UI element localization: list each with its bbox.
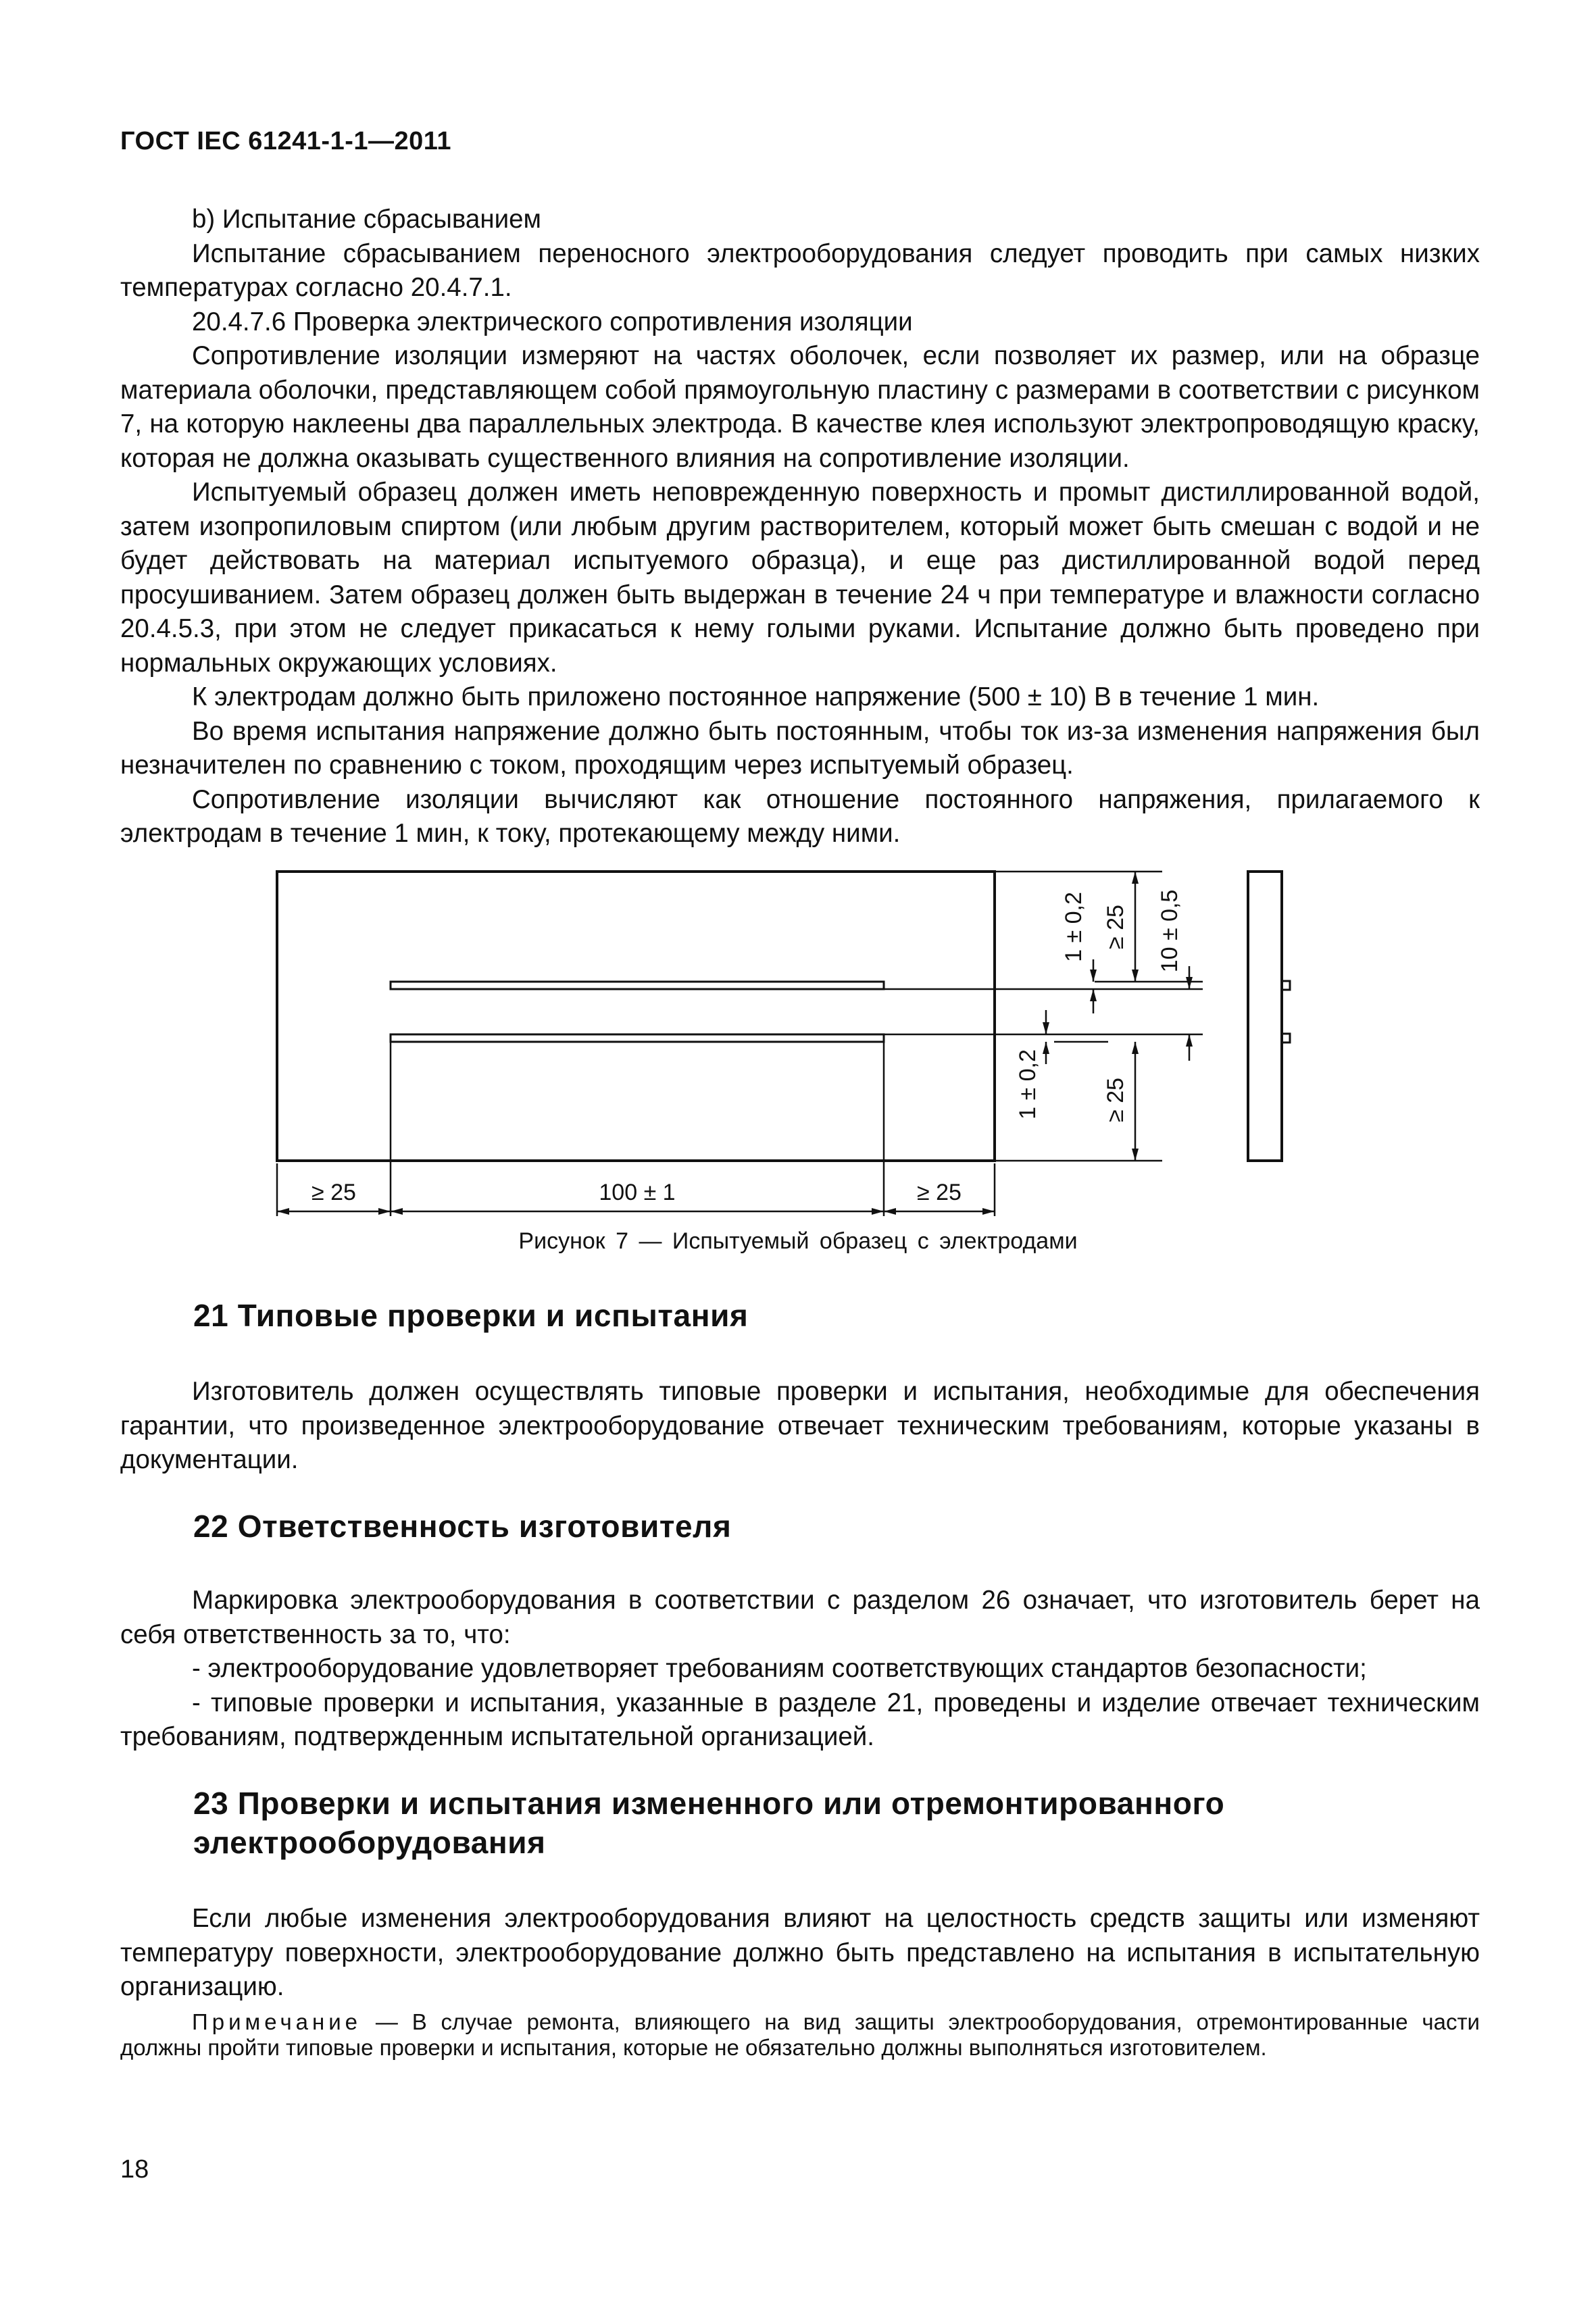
section-21-paragraph: Изготовитель должен осуществлять типовые проверки и испытания, необходимые для обеспечения гарантии, что произведенное электрооборудование отвечает техническим требованиям, которые указаны в документации.: [120, 1377, 1480, 1474]
dim-label-electrode-top: 1 ± 0,2: [1061, 892, 1087, 962]
dim-label-gap: 10 ± 0,5: [1157, 889, 1182, 973]
page-number: 18: [120, 2155, 149, 2184]
dim-label-right: ≥ 25: [917, 1180, 962, 1205]
dim-label-electrode-bottom: 1 ± 0,2: [1015, 1049, 1041, 1120]
section-22-body: [120, 1584, 1480, 1755]
paragraph-clause-title: 20.4.7.6 Проверка электрического сопротивления изоляции: [192, 307, 913, 336]
section-22-title: 22 Ответственность изготовителя: [193, 1509, 732, 1544]
dim-label-left: ≥ 25: [311, 1180, 356, 1205]
dim-label-top-margin: ≥ 25: [1103, 905, 1128, 949]
section-23-title-line-1: 23 Проверки и испытания измененного или отремонтированного: [193, 1786, 1225, 1821]
sample-plate: [277, 872, 995, 1161]
paragraph-voltage: К электродам должно быть приложено постоянное напряжение (500 ± 10) В в течение 1 мин.: [192, 682, 1320, 711]
section-23-paragraph: Если любые изменения электрооборудования влияют на целостность средств защиты или изменяют температуру поверхности, электрооборудование должно быть представлено на испытания в испытательную организацию.: [120, 1904, 1480, 2001]
paragraph-sample: Испытуемый образец должен иметь неповрежденную поверхность и промыт дистиллированной водой, затем изопропиловым спиртом (или любым другим растворителем, который может быть смешан с водой и не будет действовать на материал испытуемого образца), и еще раз дистиллированной водой перед просушиванием. Затем образец должен быть выдержан в течение 24 ч при температуре и влажности согласно 20.4.5.3, при этом не следует прикасаться к нему голыми руками. Испытание должно быть проведено при нормальных окружающих условиях.: [120, 478, 1480, 678]
paragraph-calculation: Сопротивление изоляции вычисляют как отношение постоянного напряжения, прилагаемого к электродам в течение 1 мин, к току, протекающему между ними.: [120, 784, 1480, 848]
section-23-note: [120, 2009, 1480, 2061]
note-text: — В случае ремонта, влияющего на вид защиты электрооборудования, отремонтированные части должны пройти типовые проверки и испытания, которые не обязательно должны выполняться изготовителем.: [120, 2009, 1480, 2060]
dim-label-middle: 100 ± 1: [599, 1180, 676, 1205]
note-label: Примечание: [192, 2009, 362, 2034]
section-23-title: [193, 1784, 1477, 1862]
section-23-body: [120, 1902, 1480, 2005]
section-21-title: 21 Типовые проверки и испытания: [193, 1298, 749, 1333]
sample-side-view: [1248, 872, 1282, 1161]
paragraph-constant-voltage: Во время испытания напряжение должно быть постоянным, чтобы ток из-за изменения напряжения был незначителен по сравнению с током, проходящим через испытуемый образец.: [120, 716, 1480, 780]
electrode-top: [391, 982, 884, 989]
dim-label-bottom-margin: ≥ 25: [1103, 1078, 1128, 1122]
section-22-paragraph: Маркировка электрооборудования в соответствии с разделом 26 означает, что изготовитель берет на себя ответственность за то, что:: [120, 1586, 1480, 1649]
figure-caption: Рисунок 7 — Испытуемый образец с электродами: [518, 1228, 1078, 1254]
section-22-item-1: - электрооборудование удовлетворяет требованиям соответствующих стандартов безопасности;: [192, 1654, 1367, 1683]
paragraph-drop-test: Испытание сбрасыванием переносного электрооборудования следует проводить при самых низких температурах согласно 20.4.7.1.: [120, 238, 1480, 302]
section-23-title-line-2: электрооборудования: [193, 1825, 546, 1860]
section-22-item-2: - типовые проверки и испытания, указанные в разделе 21, проведены и изделие отвечает техническим требованиям, подтвержденным испытательной организацией.: [120, 1688, 1480, 1751]
paragraph-drop-test-title: b) Испытание сбрасыванием: [192, 205, 541, 234]
electrode-bottom: [391, 1034, 884, 1042]
standard-header: ГОСТ IEC 61241-1-1—2011: [120, 127, 451, 155]
paragraph-insulation: Сопротивление изоляции измеряют на частях оболочек, если позволяет их размер, или на образце материала оболочки, представляющем собой прямоугольную пластину с размерами в соответствии с рисунком 7, на которую наклеены два параллельных электрода. В качестве клея используют электропроводящую краску, которая не должна оказывать существенного влияния на сопротивление изоляции.: [120, 341, 1480, 473]
section-21-body: [120, 1375, 1480, 1478]
